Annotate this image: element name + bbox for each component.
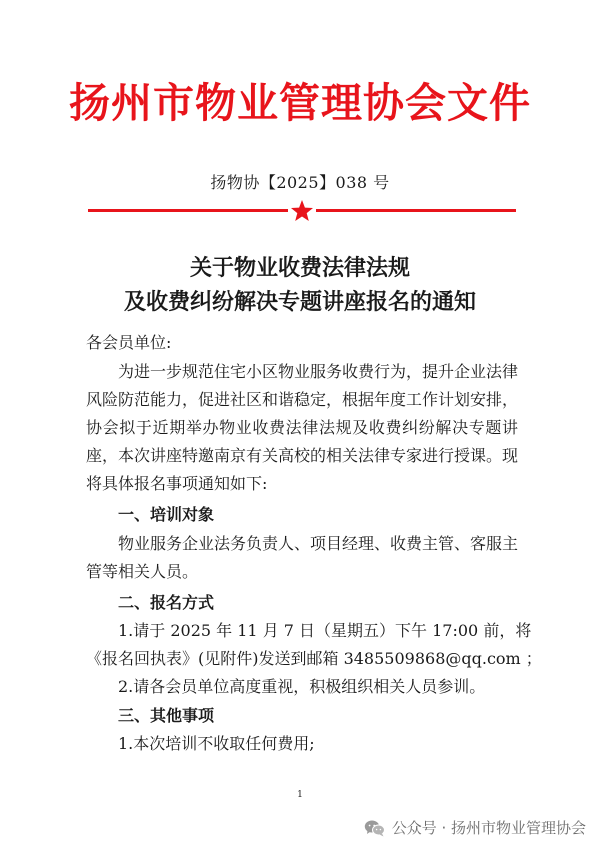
watermark-text: 公众号 · 扬州市物业管理协会	[391, 819, 586, 837]
notice-title-line-2: 及收费纠纷解决专题讲座报名的通知	[123, 289, 476, 315]
intro-paragraph: 为进一步规范住宅小区物业服务收费行为，提升企业法律风险防范能力，促进社区和谐稳定，根据年度工作计划安排，协会拟于近期举办物业收费法律法规及收费纠纷解决专题讲座，本次讲座特邀南京有关高校的相关法律专家进行授课。现将具体报名事项通知如下:	[86, 362, 519, 493]
notice-title-line-1: 关于物业收费法律法规	[189, 255, 410, 281]
page-number: 1	[297, 790, 303, 800]
document-number: 扬物协【2025】038 号	[210, 173, 390, 192]
other-matters-item-1: 1.本次培训不收取任何费用;	[118, 734, 315, 753]
greeting: 各会员单位:	[86, 333, 172, 352]
registration-item-1-line-1: 1.请于 2025 年 11 月 7 日（星期五）下午 17:00 前，将	[118, 621, 532, 640]
star-icon	[290, 199, 314, 223]
registration-item-1-line-2: 《报名回执表》(见附件)发送到邮箱 3485509868@qq.com ；	[86, 649, 542, 668]
registration-item-2: 2.请各会员单位高度重视，积极组织相关人员参训。	[118, 677, 486, 696]
divider-line-left	[88, 209, 288, 212]
section-text-training-target: 物业服务企业法务负责人、项目经理、收费主管、客服主管等相关人员。	[86, 534, 519, 581]
document-header-title: 扬州市物业管理协会文件	[69, 79, 531, 127]
divider-line-right	[316, 209, 516, 212]
section-heading-registration: 二、报名方式	[118, 593, 215, 612]
section-heading-other-matters: 三、其他事项	[118, 706, 215, 725]
section-heading-training-target: 一、培训对象	[118, 505, 215, 524]
wechat-icon	[364, 819, 386, 837]
wechat-watermark	[364, 817, 586, 838]
header-divider	[88, 199, 516, 223]
